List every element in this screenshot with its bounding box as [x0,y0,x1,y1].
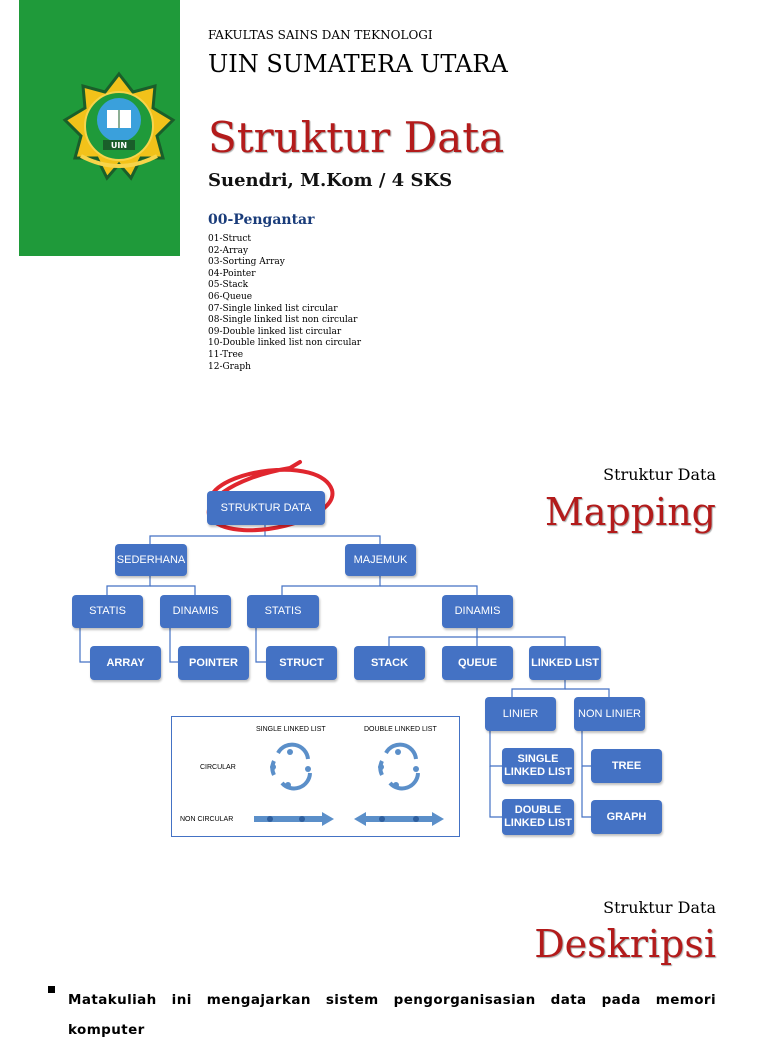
node-struktur-data[interactable]: STRUKTUR DATA [207,491,325,525]
university-name: UIN SUMATERA UTARA [208,50,508,78]
toc-item[interactable]: 03-Sorting Array [208,257,285,268]
node-statis[interactable]: STATIS [72,595,143,628]
logo-text: UIN [110,141,128,150]
toc-item[interactable]: 01-Struct [208,234,252,244]
legend-col-single: SINGLE LINKED LIST [256,726,326,733]
node-graph[interactable]: GRAPH [591,800,662,834]
toc-item[interactable]: 12-Graph [208,361,251,372]
node-statis[interactable]: STATIS [247,595,319,628]
node-stack[interactable]: STACK [354,646,425,680]
node-single-linked-list[interactable]: SINGLE LINKED LIST [502,748,574,784]
toc-item[interactable]: 02-Array [208,245,249,256]
legend-row-circular: CIRCULAR [200,764,236,771]
legend-col-double: DOUBLE LINKED LIST [364,726,437,733]
toc-item[interactable]: 11-Tree [208,349,244,360]
mapping-heading: Mapping [544,490,716,534]
legend-row-non-circular: NON CIRCULAR [180,816,234,823]
node-linier[interactable]: LINIER [485,697,556,731]
node-queue[interactable]: QUEUE [442,646,513,680]
course-author: Suendri, M.Kom / 4 SKS [208,170,453,191]
node-dinamis[interactable]: DINAMIS [160,595,231,628]
description-kicker: Struktur Data [603,898,716,917]
toc-item[interactable]: 05-Stack [208,280,249,291]
description-text: Matakuliah ini mengajarkan sistem pengorganisasian data pada memori komputer [68,992,716,1038]
toc-item[interactable]: 07-Single linked list circular [208,303,338,314]
course-title: Struktur Data [208,113,505,162]
toc-item[interactable]: 04-Pointer [208,268,256,279]
node-pointer[interactable]: POINTER [178,646,249,680]
toc-item[interactable]: 08-Single linked list non circular [208,315,358,326]
mapping-kicker: Struktur Data [603,465,716,484]
faculty-name: FAKULTAS SAINS DAN TEKNOLOGI [208,28,433,42]
description-heading: Deskripsi [534,922,716,966]
toc-item[interactable]: 09-Double linked list circular [208,326,342,337]
toc-item[interactable]: 06-Queue [208,291,253,302]
node-dinamis[interactable]: DINAMIS [442,595,513,628]
node-sederhana[interactable]: SEDERHANA [115,544,187,576]
toc-item[interactable]: 10-Double linked list non circular [208,338,362,349]
single-arrow-icon [254,812,334,826]
node-linked-list[interactable]: LINKED LIST [529,646,601,680]
node-non-linier[interactable]: NON LINIER [574,697,645,731]
node-tree[interactable]: TREE [591,749,662,783]
node-double-linked-list[interactable]: DOUBLE LINKED LIST [502,799,574,835]
node-struct[interactable]: STRUCT [266,646,337,680]
double-arrow-icon [354,812,444,826]
node-array[interactable]: ARRAY [90,646,161,680]
legend-icons [172,717,459,836]
toc-heading[interactable]: 00-Pengantar [208,212,315,228]
node-majemuk[interactable]: MAJEMUK [345,544,416,576]
linked-list-legend [171,716,460,837]
